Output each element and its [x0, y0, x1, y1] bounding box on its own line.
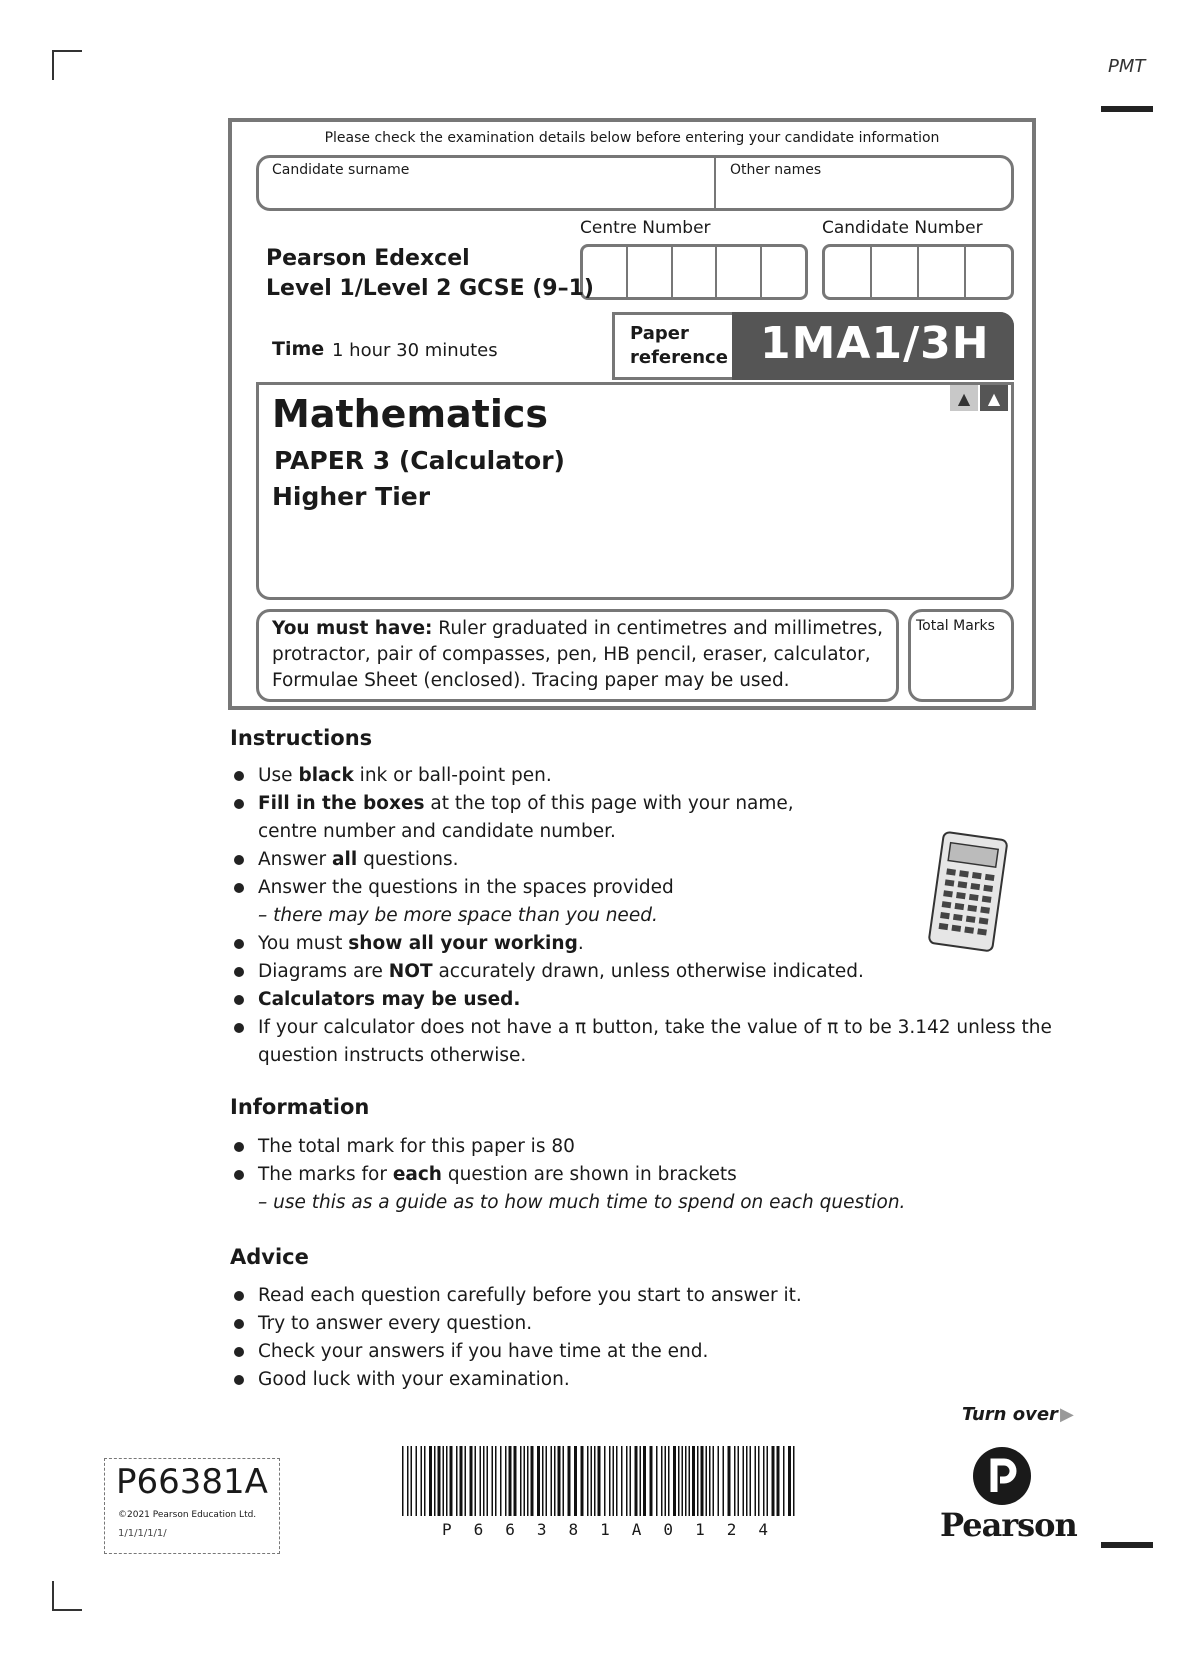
list-item: If your calculator does not have a π button, take the value of π to be 3.142 unless the question instructs otherwise. — [230, 1014, 1052, 1070]
barcode-bar — [524, 1446, 526, 1516]
list-item: Read each question carefully before you start to answer it. — [230, 1282, 802, 1310]
must-have-text: You must have: Ruler graduated in centimetres and millimetres, protractor, pair of compasses, pen, HB pencil, eraser, calculator, Formulae Sheet (enclosed). Tracing paper may be used. — [272, 618, 884, 691]
barcode-bar — [537, 1446, 540, 1516]
barcode-bar — [443, 1446, 445, 1516]
digit-box[interactable] — [673, 247, 718, 297]
other-names-label: Other names — [730, 162, 822, 178]
paper-reference-label: Paper reference — [630, 323, 728, 368]
barcode-bar — [772, 1446, 775, 1516]
barcode-bar — [718, 1446, 720, 1516]
information-heading: Information — [230, 1095, 370, 1119]
qualification: Level 1/Level 2 GCSE (9–1) — [266, 276, 594, 301]
barcode-bar — [709, 1446, 711, 1516]
edge-mark — [1101, 1542, 1153, 1548]
candidate-number-boxes[interactable] — [822, 244, 1014, 300]
barcode-bar — [480, 1446, 482, 1516]
crop-mark — [52, 1581, 54, 1611]
barcode-bar — [678, 1446, 680, 1516]
exam-board — [266, 244, 594, 304]
list-item: Diagrams are NOT accurately drawn, unless otherwise indicated. — [230, 958, 1052, 986]
barcode-bar — [758, 1446, 760, 1516]
advice-heading: Advice — [230, 1245, 309, 1269]
candidate-number-label: Candidate Number — [822, 218, 983, 238]
barcode-bar — [738, 1446, 740, 1516]
digit-box[interactable] — [717, 247, 762, 297]
barcode-bar — [697, 1446, 699, 1516]
crop-mark — [52, 50, 54, 80]
barcode-bar — [587, 1446, 589, 1516]
list-item: The marks for each question are shown in brackets – use this as a guide as to how much time to spend on each question. — [230, 1161, 905, 1217]
centre-number-boxes[interactable] — [580, 244, 808, 300]
barcode-bar — [626, 1446, 628, 1516]
digit-box[interactable] — [919, 247, 966, 297]
barcode-bar — [527, 1446, 529, 1516]
list-item: Good luck with your examination. — [230, 1366, 802, 1394]
barcode-bar — [723, 1446, 725, 1516]
barcode-bar — [568, 1446, 571, 1516]
digit-box[interactable] — [628, 247, 673, 297]
barcode-bar — [643, 1446, 646, 1516]
barcode-bar — [668, 1446, 670, 1516]
barcode-bar — [495, 1446, 497, 1516]
barcode-bar — [554, 1446, 556, 1516]
barcode-bar — [783, 1446, 785, 1516]
barcode-bar — [665, 1446, 667, 1516]
barcode-bar — [621, 1446, 623, 1516]
publisher-name: Pearson — [940, 1506, 1077, 1544]
barcode-bar — [650, 1446, 653, 1516]
barcode-bar — [685, 1446, 687, 1516]
surname-label: Candidate surname — [272, 162, 410, 178]
barcode-bar — [682, 1446, 684, 1516]
barcode-number: P66381A0124 — [442, 1520, 790, 1539]
barcode-bar — [470, 1446, 473, 1516]
barcode — [402, 1446, 800, 1518]
barcode-bar — [673, 1446, 676, 1516]
board-name: Pearson Edexcel — [266, 246, 470, 271]
barcode-bar — [558, 1446, 561, 1516]
barcode-bar — [416, 1446, 418, 1516]
barcode-bar — [630, 1446, 632, 1516]
name-divider — [714, 158, 716, 208]
list-item: Try to answer every question. — [230, 1310, 802, 1338]
barcode-bar — [563, 1446, 565, 1516]
digit-box[interactable] — [872, 247, 919, 297]
barcode-bar — [767, 1446, 769, 1516]
barcode-bar — [438, 1446, 441, 1516]
barcode-bar — [616, 1446, 618, 1516]
barcode-bar — [542, 1446, 544, 1516]
pearson-logo-icon — [972, 1446, 1032, 1506]
barcode-bar — [661, 1446, 663, 1516]
digit-box[interactable] — [966, 247, 1011, 297]
play-arrow-icon: ▶ — [1060, 1404, 1074, 1425]
list-item: Check your answers if you have time at the end. — [230, 1338, 802, 1366]
digit-box[interactable] — [825, 247, 872, 297]
barcode-bar — [492, 1446, 494, 1516]
barcode-bar — [743, 1446, 745, 1516]
barcode-bar — [656, 1446, 658, 1516]
barcode-bar — [706, 1446, 708, 1516]
paper-title: PAPER 3 (Calculator) — [274, 446, 565, 475]
barcode-bar — [788, 1446, 791, 1516]
barcode-bar — [728, 1446, 731, 1516]
crop-mark — [52, 50, 82, 52]
barcode-bar — [500, 1446, 502, 1516]
barcode-bar — [734, 1446, 736, 1516]
barcode-bar — [635, 1446, 638, 1516]
barcode-bar — [407, 1446, 409, 1516]
barcode-bar — [450, 1446, 453, 1516]
paper-reference-code: 1MA1/3H — [760, 318, 990, 369]
barcode-bar — [402, 1446, 404, 1516]
barcode-bar — [692, 1446, 695, 1516]
corner-tag: PMT — [1108, 56, 1146, 77]
barcode-bar — [514, 1446, 517, 1516]
barcode-bar — [429, 1446, 432, 1516]
barcode-bar — [793, 1446, 795, 1516]
barcode-bar — [551, 1446, 553, 1516]
barcode-bar — [701, 1446, 704, 1516]
version-code: 1/1/1/1/1/ — [118, 1528, 167, 1539]
barcode-bar — [594, 1446, 596, 1516]
barcode-bar — [475, 1446, 477, 1516]
check-note: Please check the examination details below before entering your candidate information — [324, 130, 940, 146]
barcode-bar — [689, 1446, 691, 1516]
barcode-bar — [520, 1446, 522, 1516]
time-label: Time — [272, 338, 325, 360]
total-marks-label: Total Marks — [916, 618, 995, 634]
list-item: Fill in the boxes at the top of this page with your name, centre number and candidate number. — [230, 790, 1052, 846]
barcode-bar — [424, 1446, 426, 1516]
barcode-bar — [763, 1446, 765, 1516]
crop-mark — [52, 1609, 82, 1611]
list-item: You must show all your working. — [230, 930, 1052, 958]
barcode-bar — [777, 1446, 780, 1516]
list-item: Use black ink or ball-point pen. — [230, 762, 1052, 790]
tier-markers — [950, 385, 1008, 411]
barcode-bar — [421, 1446, 423, 1516]
turn-over-label: Turn over — [962, 1404, 1058, 1425]
barcode-bar — [446, 1446, 448, 1516]
edge-mark — [1101, 106, 1153, 112]
barcode-bar — [546, 1446, 548, 1516]
barcode-bar — [613, 1446, 615, 1516]
calculator-icon — [926, 830, 1016, 954]
barcode-bar — [591, 1446, 593, 1516]
barcode-bar — [531, 1446, 534, 1516]
barcode-bar — [598, 1446, 601, 1516]
barcode-bar — [487, 1446, 489, 1516]
list-item: Answer the questions in the spaces provided – there may be more space than you need. — [230, 874, 1052, 930]
tier-title: Higher Tier — [272, 482, 431, 511]
barcode-bar — [713, 1446, 715, 1516]
barcode-bar — [746, 1446, 748, 1516]
instructions-heading: Instructions — [230, 726, 373, 750]
barcode-bar — [574, 1446, 577, 1516]
triangle-icon: ▲ — [980, 385, 1008, 411]
barcode-bar — [509, 1446, 512, 1516]
barcode-bar — [456, 1446, 458, 1516]
barcode-bar — [609, 1446, 611, 1516]
digit-box[interactable] — [762, 247, 805, 297]
barcode-bar — [434, 1446, 436, 1516]
subject-title: Mathematics — [272, 392, 549, 436]
copyright: ©2021 Pearson Education Ltd. — [118, 1510, 257, 1520]
barcode-bar — [505, 1446, 507, 1516]
barcode-bar — [640, 1446, 642, 1516]
barcode-bar — [465, 1446, 467, 1516]
barcode-bar — [411, 1446, 413, 1516]
list-item: Calculators may be used. — [230, 986, 1052, 1014]
barcode-bar — [755, 1446, 757, 1516]
information-list — [230, 1133, 905, 1217]
barcode-bar — [581, 1446, 584, 1516]
triangle-icon: ▲ — [950, 385, 978, 411]
list-item: The total mark for this paper is 80 — [230, 1133, 905, 1161]
centre-number-label: Centre Number — [580, 218, 711, 238]
barcode-bar — [460, 1446, 463, 1516]
list-item: Answer all questions. — [230, 846, 1052, 874]
barcode-bar — [483, 1446, 485, 1516]
barcode-bar — [604, 1446, 606, 1516]
paper-code: P66381A — [116, 1462, 268, 1502]
advice-list — [230, 1282, 802, 1394]
time-value: 1 hour 30 minutes — [332, 340, 498, 361]
barcode-bar — [750, 1446, 752, 1516]
